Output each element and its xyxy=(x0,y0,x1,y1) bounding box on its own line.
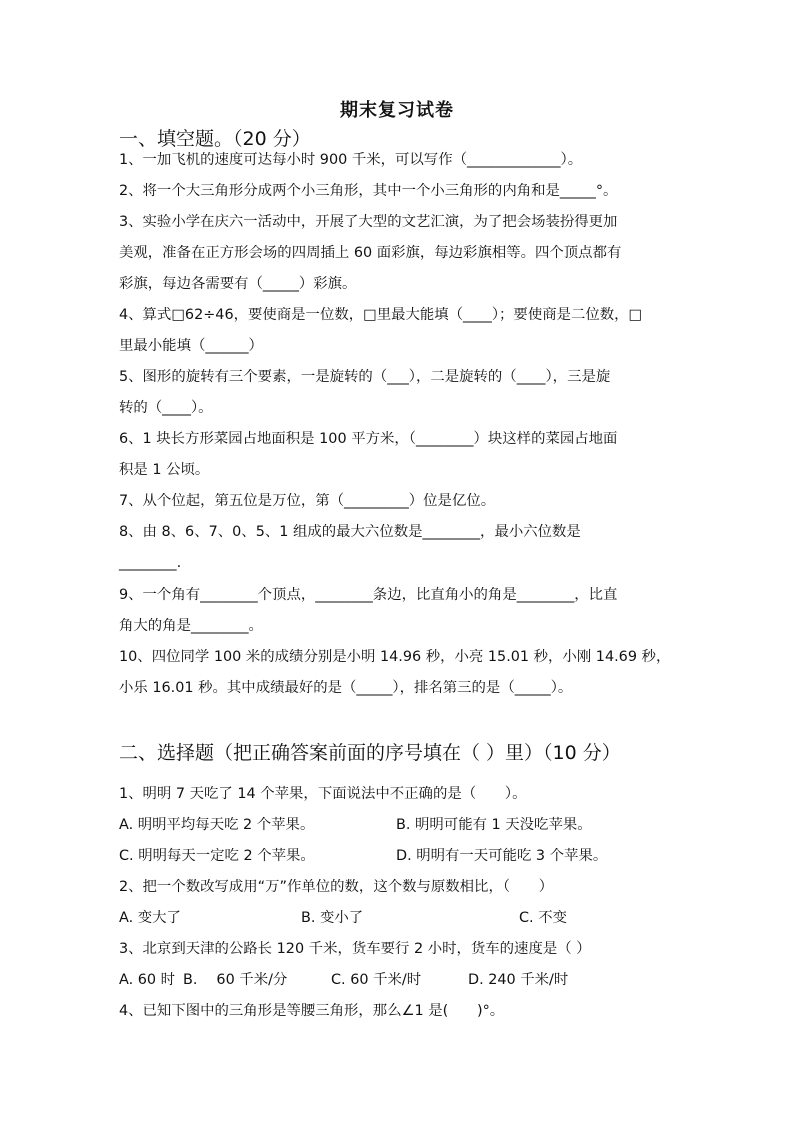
option-b: B. 60 千米/分 xyxy=(183,972,288,988)
fill-blank-line: 里最小能填（______） xyxy=(119,338,263,354)
fill-blank-line: 1、一加飞机的速度可达每小时 900 千米，可以写作（_____________）。 xyxy=(119,152,583,168)
fill-blank-line: ________. xyxy=(119,555,182,571)
fill-blank-line: 6、1 块长方形菜园占地面积是 100 平方米，（________）块这样的菜园占地面 xyxy=(119,431,618,447)
fill-blank-line: 转的（____）。 xyxy=(119,400,213,416)
fill-blank-line: 角大的角是________。 xyxy=(119,618,263,634)
fill-blank-line: 4、算式□62÷46，要使商是一位数，□里最大能填（____）；要使商是二位数，□ xyxy=(119,307,643,323)
option-a: A. 变大了 xyxy=(119,910,181,926)
fill-blank-line: 8、由 8、6、7、0、5、1 组成的最大六位数是________，最小六位数是 xyxy=(119,524,581,540)
option-c: C. 明明每天一定吃 2 个苹果。 xyxy=(119,848,315,864)
option-c: C. 不变 xyxy=(519,910,567,926)
fill-blank-line: 小乐 16.01 秒。其中成绩最好的是（_____），排名第三的是（_____）。 xyxy=(119,680,573,696)
fill-blank-line: 10、四位同学 100 米的成绩分别是小明 14.96 秒，小亮 15.01 秒，小刚 14.69 秒， xyxy=(119,649,671,665)
fill-blank-line: 2、将一个大三角形分成两个小三角形，其中一个小三角形的内角和是_____°。 xyxy=(119,183,618,199)
fill-blank-line: 3、实验小学在庆六一活动中，开展了大型的文艺汇演，为了把会场装扮得更加 xyxy=(119,214,618,230)
option-a: A. 明明平均每天吃 2 个苹果。 xyxy=(119,817,315,833)
option-b: B. 变小了 xyxy=(301,910,364,926)
page-title: 期末复习试卷 xyxy=(340,100,454,121)
question-stem: 2、把一个数改写成用“万”作单位的数，这个数与原数相比，（ ） xyxy=(119,879,554,895)
question-stem: 4、已知下图中的三角形是等腰三角形，那么∠1 是( )°。 xyxy=(119,1003,505,1019)
option-d: D. 240 千米/时 xyxy=(468,972,569,988)
section-2-heading: 二、选择题（把正确答案前面的序号填在（ ）里）（10 分） xyxy=(119,742,621,764)
option-c: C. 60 千米/时 xyxy=(331,972,422,988)
fill-blank-line: 7、从个位起，第五位是万位，第（_________）位是亿位。 xyxy=(119,493,496,509)
question-stem: 1、明明 7 天吃了 14 个苹果，下面说法中不正确的是（ ）。 xyxy=(119,786,527,802)
question-stem: 3、北京到天津的公路长 120 千米，货车要行 2 小时，货车的速度是（ ） xyxy=(119,941,591,957)
section-1-heading: 一、填空题。（20 分） xyxy=(119,128,311,150)
fill-blank-line: 积是 1 公顷。 xyxy=(119,462,210,478)
option-a: A. 60 时 xyxy=(119,972,176,988)
fill-blank-line: 5、图形的旋转有三个要素，一是旋转的（___），二是旋转的（____），三是旋 xyxy=(119,369,611,385)
fill-blank-line: 9、一个角有________个顶点，________条边，比直角小的角是________，比直 xyxy=(119,587,618,603)
option-b: B. 明明可能有 1 天没吃苹果。 xyxy=(396,817,592,833)
fill-blank-line: 美观，准备在正方形会场的四周插上 60 面彩旗，每边彩旗相等。四个顶点都有 xyxy=(119,245,622,261)
fill-blank-line: 彩旗，每边各需要有（_____）彩旗。 xyxy=(119,276,357,292)
option-d: D. 明明有一天可能吃 3 个苹果。 xyxy=(396,848,608,864)
